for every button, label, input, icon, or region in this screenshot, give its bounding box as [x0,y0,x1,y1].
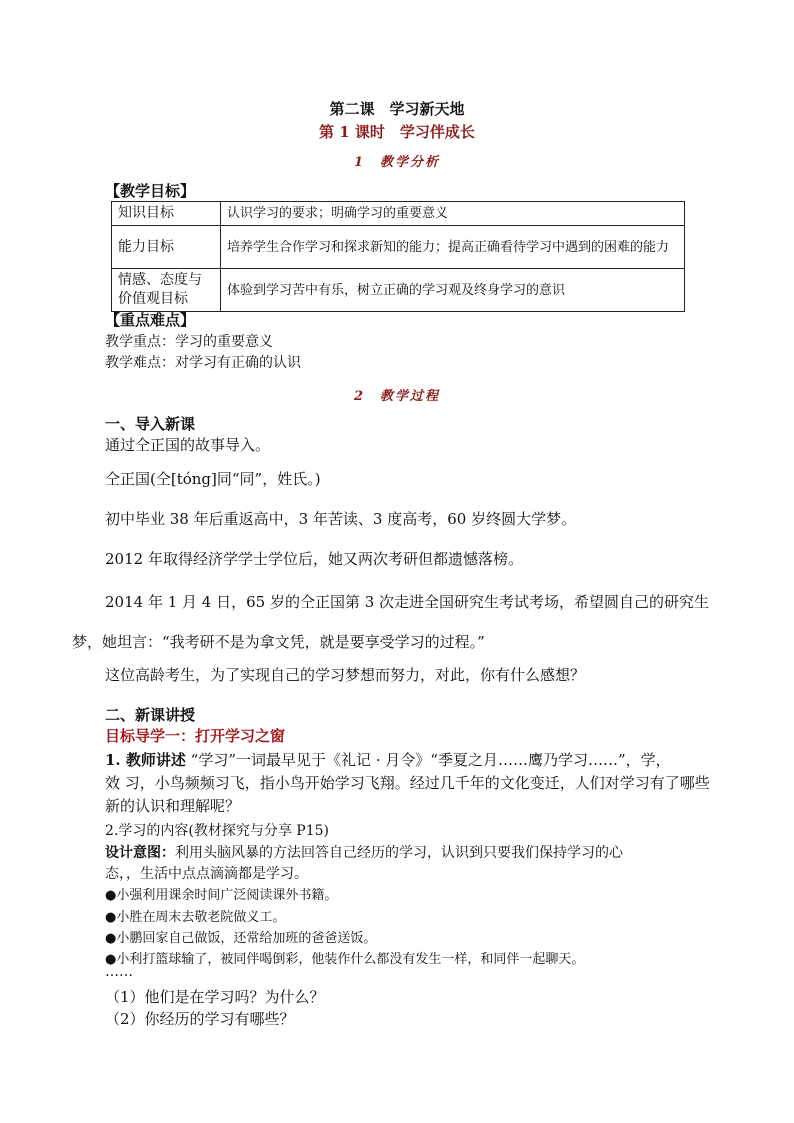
paragraph-1-line: 效 习，小鸟频频习飞，指小鸟开始学习飞翔。经过几千年的文化变迁，人们对学习有了哪些 [105,774,710,792]
goal-label: 知识目标 [112,202,221,226]
ellipsis: …… [105,964,133,980]
design-intent-label: 设计意图： [105,845,175,861]
list-item: ●小利打篮球输了，被同伴喝倒彩，他装作什么都没有发生一样，和同伴一起聊天。 [105,952,585,967]
focus-text: 教学重点：学习的重要意义 [105,334,273,350]
section-heading-analysis: 1 教学分析 [353,155,441,170]
paragraph-1-text: “学习”一词最早见于《礼记 · 月令》“季夏之月……鹰乃学习……”，学， [185,751,671,769]
lesson-subtitle: 第 1 课时 学习伴成长 [319,123,475,141]
intro-line: 初中毕业 38 年后重返高中，3 年苦读、3 度高考，60 岁终圆大学梦。 [105,510,577,528]
list-item: ●小鹏回家自己做饭，还常给加班的爸爸送饭。 [105,931,377,946]
intro-line: 2014 年 1 月 4 日，65 岁的仝正国第 3 次走进全国研究生考试考场，希望圆自己的研究生 [105,593,710,611]
guide-heading: 目标导学一：打开学习之窗 [105,727,286,745]
paragraph-1-line: 新的认识和理解呢？ [105,797,241,815]
goal-text: 认识学习的要求；明确学习的重要意义 [221,202,685,226]
paragraph-1 [105,749,671,770]
intro-line: 仝正国(仝[tóng]同“同”，姓氏。) [105,470,321,488]
intro-line: 2012 年取得经济学学士学位后，她又两次考研但都遗憾落榜。 [105,550,523,568]
keypoints-heading: 【重点难点】 [105,311,196,329]
design-intent [105,842,623,862]
intro-line: 梦，她坦言：“我考研不是为拿文凭，就是要享受学习的过程。” [72,633,485,651]
intro-line: 这位高龄考生，为了实现自己的学习梦想而努力，对此，你有什么感想？ [105,666,586,684]
list-item: ●小胜在周末去敬老院做义工。 [105,910,286,925]
goal-text: 培养学生合作学习和探求新知的能力；提高正确看待学习中遇到的困难的能力 [221,226,685,269]
goals-table [111,201,685,312]
goal-text: 体验到学习苦中有乐，树立正确的学习观及终身学习的意识 [221,269,685,312]
design-intent-text: 利用头脑风暴的方法回答自己经历的学习，认识到只要我们保持学习的心 [175,845,623,861]
difficulty-text: 教学难点：对学习有正确的认识 [105,355,301,371]
lesson-heading: 二、新课讲授 [105,706,196,724]
design-intent-line: 态，，生活中点点滴滴都是学习。 [105,866,308,882]
question-item: （1）他们是在学习吗？为什么？ [105,988,325,1006]
paragraph-1-label: 1. 教师讲述 [105,751,186,769]
table-row [112,202,685,226]
section-heading-process: 2 教学过程 [353,389,441,404]
intro-line: 通过仝正国的故事导入。 [105,436,271,454]
table-row [112,226,685,269]
paragraph-2: 2.学习的内容(教材探究与分享 P15) [105,823,329,839]
goal-label: 能力目标 [112,226,221,269]
list-item: ●小强利用课余时间广泛阅读课外书籍。 [105,888,338,903]
goals-heading: 【教学目标】 [105,182,196,200]
goal-label: 情感、态度与价值观目标 [112,269,221,312]
question-item: （2）你经历的学习有哪些？ [105,1010,295,1028]
lesson-title: 第二课 学习新天地 [329,100,465,118]
table-row [112,269,685,312]
intro-heading: 一、导入新课 [105,415,196,433]
